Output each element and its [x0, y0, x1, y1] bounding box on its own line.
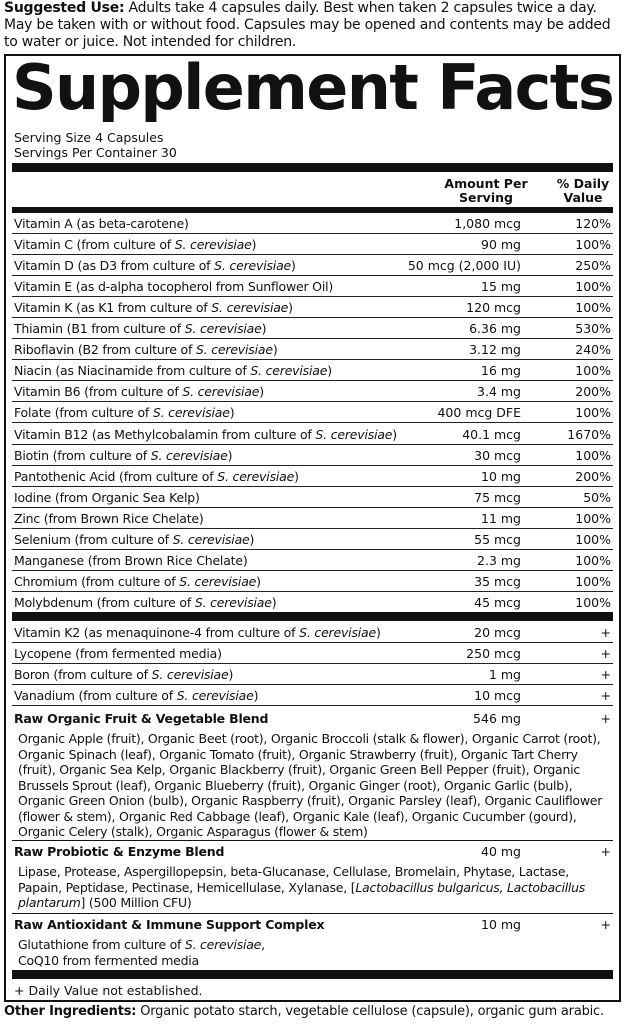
- nutrient-source-organism: S. cerevisiae: [172, 531, 250, 547]
- nutrient-name-close: ): [249, 531, 255, 547]
- nutrient-amount: 2.3 mg: [477, 552, 521, 568]
- thick-rule-top: [12, 163, 613, 172]
- nutrient-name: [14, 339, 278, 360]
- nutrient-name: [14, 685, 258, 706]
- nutrient-daily-value: +: [600, 625, 611, 640]
- nutrient-amount: 400 mcg DFE: [437, 405, 521, 421]
- nutrient-source-organism: S. cerevisiae: [184, 321, 262, 337]
- nutrient-name-text: Boron (from culture of: [14, 667, 152, 683]
- nutrient-row: [12, 664, 613, 685]
- amount-per-serving-header: Amount Per Serving: [444, 176, 528, 205]
- nutrient-name-close: ): [253, 688, 259, 704]
- antioxidant-line-1-ital: S. cerevisiae: [184, 937, 262, 952]
- nutrient-name-close: ): [291, 258, 296, 274]
- nutrient-row: [12, 213, 613, 234]
- nutrient-row: [12, 685, 613, 706]
- nutrient-row: [12, 381, 613, 402]
- nutrient-source-organism: S. cerevisiae: [151, 667, 229, 683]
- nutrient-amount: 90 mg: [481, 237, 521, 253]
- blend-dv: +: [600, 917, 611, 932]
- nutrient-row: [12, 529, 613, 550]
- serving-info: [14, 130, 177, 160]
- nutrient-name-text: Selenium (from culture of: [14, 531, 173, 547]
- nutrient-name: [14, 487, 200, 508]
- nutrient-row: [12, 318, 613, 339]
- nutrient-daily-value: 200%: [575, 468, 611, 484]
- nutrient-name-text: Molybdenum (from culture of: [14, 594, 195, 610]
- nutrient-name: [14, 402, 234, 423]
- nutrient-source-organism: S. cerevisiae: [150, 447, 228, 463]
- nutrient-row: [12, 466, 613, 487]
- nutrient-row: [12, 297, 613, 318]
- nutrient-row: [12, 424, 613, 445]
- antioxidant-line-2: CoQ10 from fermented media: [18, 952, 199, 968]
- nutrient-source-organism: S. cerevisiae: [299, 625, 376, 640]
- nutrient-name: [14, 445, 232, 466]
- nutrient-name-text: Vitamin K (as K1 from culture of: [14, 300, 212, 316]
- nutrient-name: [14, 360, 332, 381]
- nutrient-name: [14, 466, 299, 487]
- nutrient-source-organism: S. cerevisiae: [179, 573, 257, 589]
- nutrient-source-organism: S. cerevisiae: [250, 363, 328, 379]
- suggested-use: [4, 0, 624, 51]
- nutrient-daily-value: 100%: [575, 510, 611, 526]
- nutrient-daily-value: 530%: [575, 321, 611, 337]
- nutrient-amount: 3.4 mg: [477, 384, 521, 400]
- probiotic-ingredients-pre: Lipase, Protease, Aspergillopepsin, beta-Glucanase, Cellulase, Bromelain, Phytase, Lactase, Papain, Peptidase, Pectinase, Hemicellulase, Xylanase, [: [18, 864, 569, 895]
- nutrient-amount: 40.1 mcg: [462, 426, 521, 442]
- blend-row-probiotic: [12, 841, 613, 862]
- nutrient-name-close: ): [376, 625, 381, 640]
- nutrient-row: [12, 622, 613, 643]
- blend-name: Raw Probiotic & Enzyme Blend: [14, 844, 225, 859]
- nutrient-amount: 3.12 mg: [469, 342, 521, 358]
- blend-amount: 10 mg: [481, 917, 521, 932]
- nutrient-name: [14, 664, 233, 685]
- nutrient-name-close: ): [251, 237, 257, 253]
- nutrient-row: [12, 571, 613, 592]
- blend-dv: +: [600, 844, 611, 859]
- nutrient-name-text: Zinc (from Brown Rice Chelate): [14, 510, 204, 526]
- thick-rule-bottom: [12, 970, 613, 979]
- nutrient-name-text: Pantothenic Acid (from culture of: [14, 468, 218, 484]
- nutrient-amount: 10 mg: [481, 468, 521, 484]
- nutrient-name-text: Vitamin B12 (as Methylcobalamin from culture of: [14, 426, 316, 442]
- nutrient-source-organism: S. cerevisiae: [174, 237, 252, 253]
- nutrient-name: [14, 550, 248, 571]
- nutrient-name: [14, 508, 204, 529]
- nutrient-name-text: Vitamin C (from culture of: [14, 237, 175, 253]
- nutrient-name-text: Iodine (from Organic Sea Kelp): [14, 489, 200, 505]
- nutrient-source-organism: S. cerevisiae: [152, 405, 230, 421]
- nutrient-daily-value: 250%: [575, 258, 611, 274]
- blend-amount: 546 mg: [473, 711, 521, 726]
- nutrient-name-text: Vitamin E (as d-alpha tocopherol from Sunflower Oil): [14, 279, 334, 295]
- nutrient-name-close: ): [294, 468, 299, 484]
- nutrient-daily-value: 100%: [575, 552, 611, 568]
- nutrient-name-close: ): [259, 384, 264, 400]
- nutrient-name: [14, 622, 381, 643]
- panel-title: Supplement Facts: [12, 51, 614, 124]
- nutrient-name: [14, 234, 256, 255]
- footnote: + Daily Value not established.: [14, 983, 203, 998]
- nutrient-amount: 20 mcg: [474, 625, 521, 640]
- nutrient-name-close: ): [229, 405, 235, 421]
- blend-amount: 40 mg: [481, 844, 521, 859]
- supplement-facts-panel: [4, 51, 621, 1002]
- nutrient-row: [12, 592, 613, 613]
- blend-row-antioxidant: [12, 914, 613, 935]
- nutrient-row: [12, 487, 613, 508]
- nutrient-row: [12, 402, 613, 423]
- nutrient-row: [12, 508, 613, 529]
- nutrient-source-organism: S. cerevisiae: [194, 594, 272, 610]
- nutrient-daily-value: 100%: [575, 405, 611, 421]
- nutrient-amount: 15 mg: [481, 279, 521, 295]
- nutrient-name: [14, 213, 189, 234]
- nutrient-daily-value: 240%: [575, 342, 611, 358]
- nutrient-source-organism: S. cerevisiae: [176, 688, 254, 704]
- nutrient-row: [12, 234, 613, 255]
- nutrient-name-close: ): [272, 342, 278, 358]
- blend-row-fruit-veg: [12, 708, 613, 729]
- nutrient-source-organism: S. cerevisiae: [214, 258, 292, 274]
- nutrient-source-organism: S. cerevisiae: [182, 384, 260, 400]
- nutrient-amount: 10 mcg: [474, 688, 521, 704]
- nutrient-name-close: ): [288, 300, 293, 316]
- nutrient-daily-value: 1670%: [567, 426, 611, 442]
- nutrient-row: [12, 276, 613, 297]
- nutrient-name-text: Folate (from culture of: [14, 405, 153, 421]
- other-ingredients-label: Other Ingredients:: [4, 1004, 137, 1019]
- nutrient-name: [14, 529, 254, 550]
- nutrient-daily-value: 100%: [575, 447, 611, 463]
- nutrient-amount: 30 mcg: [474, 447, 521, 463]
- nutrient-amount: 16 mg: [481, 363, 521, 379]
- blend-dv: +: [600, 711, 611, 726]
- nutrient-source-organism: S. cerevisiae: [217, 468, 295, 484]
- nutrient-row: [12, 445, 613, 466]
- nutrient-amount: 50 mcg (2,000 IU): [407, 258, 521, 274]
- nutrient-name-close: ): [271, 594, 277, 610]
- nutrient-name-close: ): [392, 426, 397, 442]
- nutrient-daily-value: 100%: [575, 363, 611, 379]
- nutrient-amount: 250 mcg: [466, 646, 521, 662]
- nutrient-amount: 120 mcg: [466, 300, 521, 316]
- nutrient-daily-value: 100%: [575, 300, 611, 316]
- nutrient-daily-value: +: [600, 646, 611, 662]
- nutrient-amount: 75 mcg: [474, 489, 521, 505]
- daily-value-header: % Daily Value: [556, 176, 610, 205]
- nutrient-name-close: ): [261, 321, 267, 337]
- probiotic-ingredients: [18, 864, 605, 911]
- nutrient-daily-value: 100%: [575, 531, 611, 547]
- nutrient-name: [14, 297, 293, 318]
- nutrient-source-organism: S. cerevisiae: [211, 300, 289, 316]
- nutrient-amount: 55 mcg: [474, 531, 521, 547]
- nutrient-name-text: Thiamin (B1 from culture of: [14, 321, 185, 337]
- probiotic-ingredients-post: ] (500 Million CFU): [80, 895, 192, 910]
- nutrient-name-text: Biotin (from culture of: [14, 447, 151, 463]
- nutrient-name: [14, 571, 261, 592]
- nutrient-amount: 1 mg: [488, 667, 521, 683]
- nutrient-daily-value: 100%: [575, 573, 611, 589]
- nutrient-amount: 11 mg: [481, 510, 521, 526]
- nutrient-name: [14, 592, 276, 613]
- nutrient-name-text: Vanadium (from culture of: [14, 688, 177, 704]
- nutrient-daily-value: 100%: [575, 594, 611, 610]
- antioxidant-ingredients: [18, 937, 605, 968]
- suggested-use-text: Adults take 4 capsules daily. Best when taken 2 capsules twice a day. May be taken with or without food. Capsules may be opened and contents may be added to water or juice. Not intended for children.: [4, 0, 611, 50]
- nutrient-name: [14, 643, 222, 664]
- nutrient-source-organism: S. cerevisiae: [195, 342, 273, 358]
- nutrient-name-text: Vitamin K2 (as menaquinone-4 from culture of: [14, 625, 300, 640]
- serving-size: Serving Size 4 Capsules: [14, 130, 164, 145]
- nutrient-name-text: Vitamin D (as D3 from culture of: [14, 258, 215, 274]
- fruit-veg-ingredients: Organic Apple (fruit), Organic Beet (root), Organic Broccoli (stalk & flower), Organic Carrot (root), Organic Spinach (leaf), Organic Tomato (fruit), Organic Strawberry (fruit), Organic Tart Cherry (fruit), Organic Sea Kelp, Organic Blackberry (fruit), Organic Green Bell Pepper (fruit), Organic Brussels Sprout (leaf), Organic Blueberry (fruit), Organic Ginger (root), Organic Garlic (bulb), Organic Green Onion (bulb), Organic Raspberry (fruit), Organic Parsley (leaf), Organic Cauliflower (flower & stem), Organic Red Cabbage (leaf), Organic Kale (leaf), Organic Cucumber (gourd), Organic Celery (stalk), Organic Asparagus (flower & stem): [18, 731, 603, 839]
- suggested-use-label: Suggested Use:: [4, 0, 125, 16]
- other-ingredients: [4, 1004, 604, 1020]
- probiotic-ingredients-strains: Lactobacillus bulgaricus, Lactobacillus plantarum: [18, 879, 586, 910]
- nutrient-row: [12, 255, 613, 276]
- nutrient-name: [14, 424, 397, 445]
- nutrient-name-text: Manganese (from Brown Rice Chelate): [14, 552, 248, 568]
- nutrient-name-text: Lycopene (from fermented media): [14, 646, 222, 662]
- nutrient-name: [14, 318, 266, 339]
- nutrient-daily-value: +: [600, 688, 611, 704]
- antioxidant-line-1-pre: Glutathione from culture of: [18, 937, 185, 952]
- nutrient-name-close: ): [327, 363, 332, 379]
- nutrient-name: [14, 381, 264, 402]
- nutrient-daily-value: 100%: [575, 237, 611, 253]
- nutrient-name-text: Vitamin A (as beta-carotene): [14, 216, 189, 231]
- nutrient-amount: 45 mcg: [474, 594, 521, 610]
- blend-name: Raw Organic Fruit & Vegetable Blend: [14, 711, 269, 726]
- nutrient-daily-value: 120%: [575, 216, 611, 231]
- nutrient-amount: 1,080 mcg: [454, 216, 521, 231]
- nutrient-row: [12, 339, 613, 360]
- nutrient-name: [14, 276, 333, 297]
- nutrient-name-text: Riboflavin (B2 from culture of: [14, 342, 196, 358]
- nutrient-amount: 6.36 mg: [469, 321, 521, 337]
- blend-name: Raw Antioxidant & Immune Support Complex: [14, 917, 325, 932]
- nutrient-daily-value: 50%: [583, 489, 611, 505]
- antioxidant-line-1-post: ,: [261, 937, 265, 952]
- nutrient-row: [12, 360, 613, 381]
- nutrient-name-close: ): [227, 447, 233, 463]
- nutrient-name-text: Chromium (from culture of: [14, 573, 180, 589]
- nutrient-daily-value: 200%: [575, 384, 611, 400]
- nutrient-daily-value: +: [600, 667, 611, 683]
- nutrient-daily-value: 100%: [575, 279, 611, 295]
- other-ingredients-text: Organic potato starch, vegetable cellulose (capsule), organic gum arabic.: [140, 1004, 604, 1019]
- nutrient-name-close: ): [228, 667, 234, 683]
- nutrient-name: [14, 255, 296, 276]
- servings-per-container: Servings Per Container 30: [14, 145, 177, 160]
- nutrient-name-close: ): [256, 573, 261, 589]
- nutrient-row: [12, 550, 613, 571]
- nutrient-name-text: Niacin (as Niacinamide from culture of: [14, 363, 251, 379]
- antioxidant-line-1: [18, 937, 605, 953]
- nutrient-source-organism: S. cerevisiae: [315, 426, 393, 442]
- nutrient-amount: 35 mcg: [474, 573, 521, 589]
- nutrient-row: [12, 643, 613, 664]
- nutrient-name-text: Vitamin B6 (from culture of: [14, 384, 183, 400]
- thick-rule-mid: [12, 612, 613, 621]
